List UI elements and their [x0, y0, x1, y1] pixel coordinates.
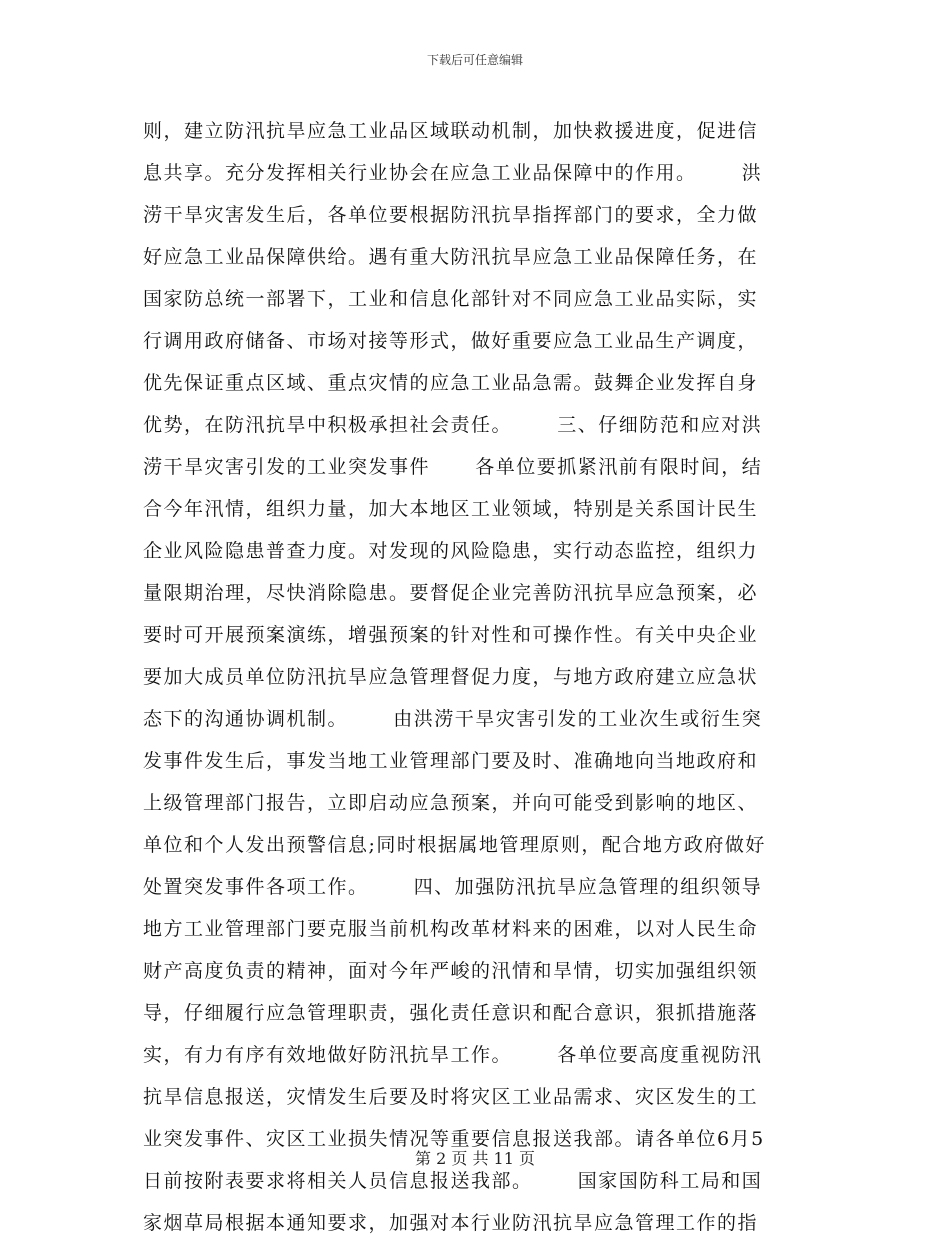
text-line: 处置突发事件各项工作。 四、加强防汛抗旱应急管理的组织领导 [143, 876, 763, 898]
text-line: 量限期治理，尽快消除隐患。要督促企业完善防汛抗旱应急预案，必 [143, 582, 759, 604]
text-line: 优势，在防汛抗旱中积极承担社会责任。 三、仔细防范和应对洪 [143, 414, 763, 436]
text-line: 行调用政府储备、市场对接等形式，做好重要应急工业品生产调度， [143, 330, 759, 352]
text-line: 家烟草局根据本通知要求，加强对本行业防汛抗旱应急管理工作的指 [143, 1212, 759, 1234]
text-line: 单位和个人发出预警信息;同时根据属地管理原则，配合地方政府做好 [143, 834, 766, 856]
text-line: 国家防总统一部署下，工业和信息化部针对不同应急工业品实际，实 [143, 288, 759, 310]
text-line: 实，有力有序有效地做好防汛抗旱工作。 各单位要高度重视防汛 [143, 1044, 763, 1066]
text-line: 则，建立防汛抗旱应急工业品区域联动机制，加快救援进度，促进信 [143, 120, 759, 142]
page-header: 下载后可任意编辑 [426, 53, 523, 67]
text-line: 息共享。充分发挥相关行业协会在应急工业品保障中的作用。 洪 [143, 162, 763, 184]
text-line: 优先保证重点区域、重点灾情的应急工业品急需。鼓舞企业发挥自身 [143, 372, 759, 394]
text-line: 地方工业管理部门要克服当前机构改革材料来的困难，以对人民生命 [143, 918, 759, 940]
text-line: 要加大成员单位防汛抗旱应急管理督促力度，与地方政府建立应急状 [143, 666, 759, 688]
text-line: 业突发事件、灾区工业损失情况等重要信息报送我部。请各单位6月5 [143, 1128, 765, 1150]
text-line: 导，仔细履行应急管理职责，强化责任意识和配合意识，狠抓措施落 [143, 1002, 759, 1024]
text-line: 涝干旱灾害发生后，各单位要根据防汛抗旱指挥部门的要求，全力做 [143, 204, 759, 226]
text-line: 上级管理部门报告，立即启动应急预案，并向可能受到影响的地区、 [143, 792, 759, 814]
page-number: 第 2 页 共 11 页 [415, 1149, 535, 1168]
text-line: 态下的沟通协调机制。 由洪涝干旱灾害引发的工业次生或衍生突 [143, 708, 763, 730]
text-line: 合今年汛情，组织力量，加大本地区工业领域，特别是关系国计民生 [143, 498, 759, 520]
text-line: 要时可开展预案演练，增强预案的针对性和可操作性。有关中央企业 [143, 624, 759, 646]
text-line: 财产高度负责的精神，面对今年严峻的汛情和旱情，切实加强组织领 [143, 960, 759, 982]
text-line: 企业风险隐患普查力度。对发现的风险隐患，实行动态监控，组织力 [143, 540, 759, 562]
document-body [143, 110, 815, 1244]
text-line: 发事件发生后，事发当地工业管理部门要及时、准确地向当地政府和 [143, 750, 759, 772]
text-line: 好应急工业品保障供给。遇有重大防汛抗旱应急工业品保障任务，在 [143, 246, 759, 268]
text-line: 抗旱信息报送，灾情发生后要及时将灾区工业品需求、灾区发生的工 [143, 1086, 759, 1108]
text-line: 涝干旱灾害引发的工业突发事件 各单位要抓紧汛前有限时间，结 [143, 456, 763, 478]
text-line: 日前按附表要求将相关人员信息报送我部。 国家国防科工局和国 [143, 1170, 763, 1192]
